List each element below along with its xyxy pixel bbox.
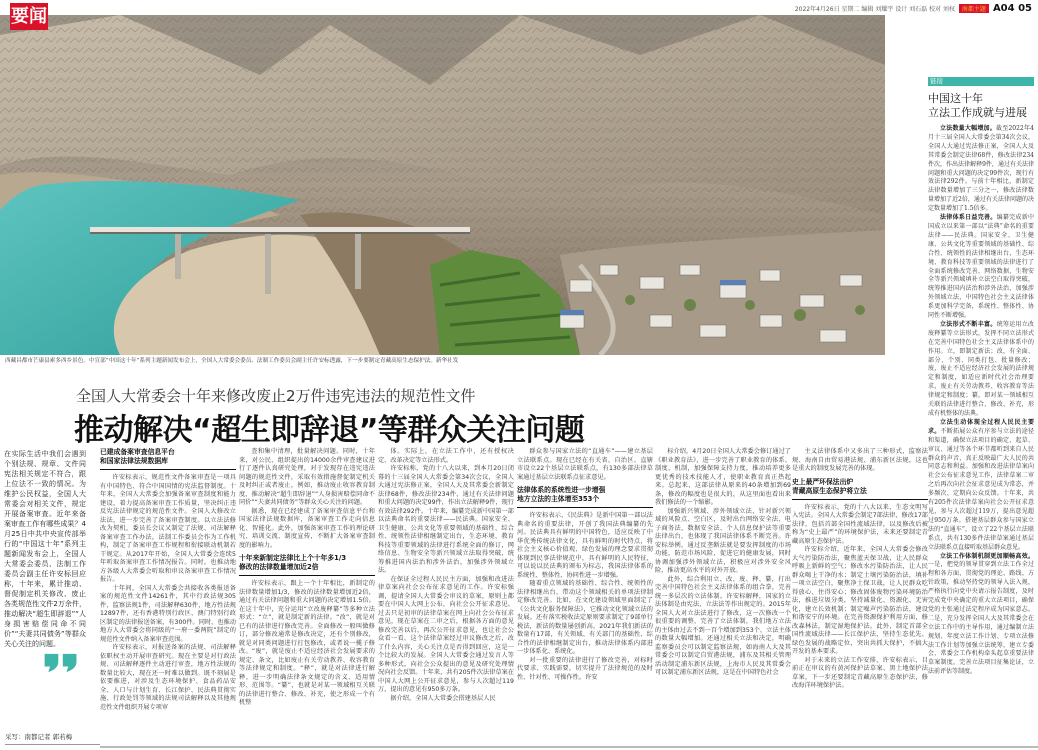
sidebar-item	[928, 321, 1034, 419]
paragraph: 体。实际上，在立法工作中，还有授权决定、改革决定等立法形式。	[378, 448, 514, 464]
paragraph: 在保证全过程人民民主方面，加强和改进法律草案向社会公布征求意见的工作。许安标强调，提请全国人大常委会审议的草案，原则上都要在中国人大网上公布，向社会公开征求意见。过去只是初审的法律草案在网上向社会公布征求意见，现在草案在二审之后，根据各方面的意见修改完善以后，再次公开征求意见，也让社会公众看一看，这个法律草案经过审议修改之后，改了什么内容，关心关注点是否得到回应，这是一个比较大的发展。全国人大常委会通过发言人等多种形式，向社会公众提出的意见及研究处理情况向社会反馈。十年来，共有205件次法律草案在中国人大网上公开征求意见，参与人次超过119万，提出的意见有950多万条。	[378, 575, 514, 693]
article-column	[100, 448, 236, 712]
sidebar-title	[928, 92, 1034, 120]
paragraph: 据悉，现在已经建成了备案审查信息平台和国家法律法规数据库，备案审查工作走向信息化、智能化。此外，加强备案审查工作的理论研究、培训交流、制度宣传，不断扩大备案审查制度的影响力。	[239, 507, 375, 549]
paragraph: 查和集中清理，批量解决问题。同时，十年来，对公民、组织提出的14000余件审查建议进行了逐件认真研究处理，对于发现存在违宪违法问题的规范性文件，采取有效措施督促制定机关及时纠正或者废止，例如，推动废止收容教育制度，推动解决“超生即辞退”“人身损害赔偿同命不同价”“夫妻共同债务”等群众关心关注的问题。	[239, 448, 375, 506]
section-subhead: 法律体系的系统性进一步增强 地方立法的主体增至353个	[517, 486, 653, 508]
paragraph: 对于未来的立法工作安排，许安标表示，目前正在审议的有黄河保护法草案、黑土地保护法草案，下一步还要制定青藏高原生态保护法，修改海洋环境保护法。	[792, 656, 928, 689]
section-subhead: 已建成备案审查信息平台 和国家法律法规数据库	[100, 448, 236, 470]
sidebar-item-text: 不断拓展公众有序参与立法的途径和渠道，确保立法项目的确定，起草、审议、通过等各个环节都听到来自人民群众的声音，真正反映最广大人民的共同意志和利益。加强和改进法律草案向社会公布征求意见工作，法律草案二审之后再次向社会征求意见成为常态，并多频次、定期向公众反馈。十年来，共有205件次法律草案向社会公开征求意见，参与人次超过119万，提出意见超过950万条。搭建基层群众参与国家立法的“直通车”，设立了22个基层立法联系点，共有130多件法律草案通过基层立法联系点直接听取基层群众意见。	[928, 427, 1034, 551]
sidebar-item-heading: 立法工作体制机制更加顺畅高效。	[940, 552, 1034, 560]
section-subhead: 史上最严环保法出炉 青藏高原生态保护将立法	[792, 478, 928, 500]
paragraph: 许安标表示，规范性文件备案审查是一项具有中国特色、符合中国国情的宪法监督制度。十年来，全国人大常委会加强备案审查制度和能力建设，着力提高备案审查工作质量，坚决纠正违反宪法法律规定的规范性文件。全国人大修改立法法，进一步完善了备案审查制度。以立法法修改为契机，委员长会议又制定了法规、司法解释备案审查工作办法，法制工作委员会作为工作机构，制定了备案审查工作规程和衔接联动机制若干规定。从2017年开始，全国人大常委会连续5年听取备案审查工作情况报告。同时，也推动地方各级人大常委会听取和审议备案审查工作情况报告。	[100, 474, 236, 583]
sidebar-item-text: 统筹运用立改废释纂等立法形式，发挥不同立法形式在完善中国特色社会主义法律体系中的作用。立，即制定新法；改，有全面、部分、个别、同类打包、批量修改；废，废止不适应经济社会发展的法律规定和制度，如适应新时代社会治理要求，废止有关劳动教养、收容教育等法律规定和制度；纂，即对某一领域相互关联的法律进行整合、修改、补充，形成有机整体的法典。	[928, 320, 1034, 417]
byline: 采写：南都记者 郭若梅	[5, 733, 73, 741]
date-editor-line: 2022年4月26日 星期二 编辑 刘耀宇 设计 刘石磊 校对 刘权	[794, 6, 955, 13]
photo-caption: 西藏昌都市芒康县索多西乡景色。中宣部“中国这十年”系列主题新闻发布会上，全国人大常委会委员、法制工作委员会副主任许安标透露，下一步要制定青藏高原生态保护法。新华社发	[5, 358, 459, 364]
paragraph: 许安标表示，跟上一个十年相比，新制定的法律数量增加1/3，修改的法律数量增加近2倍，通过有关法律问题和重大问题的决定增加1.5倍。在这十年中，充分运用“立改废释纂”等多种立法形式：“立”，就是制定新的法律。“改”，就是对已有的法律进行修改完善。全面修改一般叫做修订，部分修改通常是修改决定，还有个别修改，就是对同类问题进行打包修改，或者说一揽子修改。“废”，就是废止不适应经济社会发展要求的规定、条文，比如废止有关劳动教养、收容教育等法律规定和制度。“释”，就是对法律进行解释，进一步明确法律条文规定的含义、适用情形、范围等。“纂”，也就是对某一领域相互关联的法律进行整合、修改、补充，使之形成一个有机整	[239, 580, 375, 706]
paragraph: 许安标表示，对报送备案的法规、司法解释依职权主动开展审查研究。现在主要是对行政法规、司法解释逐件主动进行审查，地方性法规的数量比较大，现在还一时难以做到。既不刻届是依要推进，对涉及生态环境保护、食品药品安全、人口与计划生育、长江保护、民法典贯彻实施、行政处罚等领域的法规司法解释以及其他规范性文件组织开展专项审	[100, 644, 236, 711]
sidebar-item	[928, 553, 1034, 678]
sidebar-title-line: 立法工作成就与进展	[928, 106, 1027, 119]
paragraph: 对一批重要的法律进行了修改完善，对标时代要求、实践需要，切实提升了法律规范的及时性、针对性、可操作性。许安	[517, 656, 653, 681]
topic-badge: 南都主题	[959, 4, 989, 13]
sidebar-item	[928, 419, 1034, 553]
sidebar-item-text: 截至2022年4月十三届全国人大常委会第34次会议，全国人大通过宪法修正案，全国人大及其常委会制定法律68件，修改法律234件次，作出法律解释9件，通过有关法律问题和重大问题的决定99件次，现行有效法律292件。与前十年相比，新制定法律数量增加了三分之一，修改法律数量增加了近2倍，通过有关法律问题的决定数量增加了1.5倍多。	[928, 125, 1034, 213]
sidebar-item-heading: 立法生动体现全过程人民民主要求。	[928, 418, 1034, 435]
sidebar-item-heading: 立法数量大幅增加。	[940, 125, 997, 132]
divider	[5, 744, 100, 745]
section-subhead: 十年来新制定法律比上个十年多1/3 修改的法律数量增加近2倍	[239, 554, 375, 576]
paragraph: 据介绍，全国人大常委会搭建基层人民	[390, 694, 496, 702]
article-headline: 推动解决“超生即辞退”等群众关注问题	[74, 413, 585, 448]
sidebar-body	[928, 125, 1034, 677]
paragraph: 许安标表示，党的十八大以来，生态文明写入宪法。全国人大常委会制定7部法律，修改17部法律，包括首部全国性流域法律，以及修改后被称为“史上最严”的环境保护法，未来还要制定青藏高原生态保护法。	[792, 503, 928, 545]
article-kicker: 全国人大常委会十年来修改废止2万件违宪违法的规范性文件	[76, 387, 476, 405]
sidebar-tag: 链接	[928, 77, 1034, 86]
article-column	[517, 448, 653, 682]
sidebar-item-heading: 立法形式不断丰富。	[940, 320, 997, 328]
divider	[100, 746, 1038, 748]
page-number: A04 05	[992, 3, 1032, 14]
sidebar-link-box	[928, 77, 1034, 677]
paragraph: 随着重点领域的基础性、综合性、统领性的法律相继出台，带动这个领域相关的单项法律制定修改完善。比如，在文化建设领域里面制定了《公共文化服务保障法》，它推动文化领域立法的发展。还有落实税收法定原则要求制定了9部单行税法，新法的数量屡创新高，2021年我们新法的数量有17部，有关领域、有关部门的基础性、综合性的法律相继制定出台，推动法律体系内部进一步体系化、系统化。	[517, 580, 653, 655]
sidebar-item-text: 编纂完成新中国成立以来第一部以“法典”命名的重要法律——民法典。国家安全、卫生健康、公共文化等重要领域的基础性、综合性、统领性的法律相继出台，生态环境、教育科技等重要领域的法律进行了全面系统修改完善，网络数据、生物安全等新兴领域填补立法空白取得突破，统筹推进国内法治和涉外法治，加强涉外领域立法，中国特色社会主义法律体系更加科学完备，系统性、整体性、协同性不断增强。	[928, 214, 1034, 320]
article-column	[378, 448, 514, 703]
sidebar-item	[928, 125, 1034, 214]
paragraph: 许安标表示，《民法典》是新中国第一部以法典命名的重要法律，开创了我国法典编纂的先河。民法典具有鲜明的中国特色，适应反映了中华优秀传统法律文化，具有鲜明的时代特点，将社会主义核心价值观、绿色发展的理念要求贯彻体现到民事法律规范中，具有鲜明的人民特征，可以说以民法典的颁布为标志，我国法律体系的系统性、整体性、协同性进一步增强。	[517, 512, 653, 579]
article-column	[655, 448, 791, 678]
sidebar-item-text: 一是，把党的领导贯穿到立法工作全过程和各方面，贯彻党的理论、路线、方针政策，推动坚持党的领导入法入规，严格执行向党中央请示报告制度，及时完成党中央确定的重大立法项目，确保党的主张通过法定程序成为国家意志。二是，充分发挥全国人大及其常委会在立法工作中的主导作用，通过编制立法规划、年度立法工作计划、专项立法修法工作计划等加强立法统筹，建立专委会、常委会工作机构牵头起草重要法律草案制度，完善立法项目征集论证，立法前评估等制度。	[928, 561, 1034, 676]
article-lead: 在实际生活中我们会遇到个别法规、规章、文件同宪法相关规定不符合，跟上位法不一致的情况。为维护公民权益，全国人大常委会对相关文件，规定开展备案审查。近年来备案审查工作有哪些成果？4月25日中共中央宣传部举行的“中国这十年”系列主题新闻发布会上，全国人大常委会委员、法制工作委员会副主任许安标回应称，十年来，累计推动、督促制定机关修改、废止各类规范性文件2万余件，推动解决“超生即辞退”“人身损害赔偿同命不同价”“夫妻共同债务”等群众关心关注的问题。	[4, 450, 86, 648]
section-tag: 要闻	[10, 3, 48, 30]
paragraph: 许安标称，党的十八大以来，到本月20日闭幕的十三届全国人大常委会第34次会议，全国人大通过宪法修正案，全国人大及其常委会新制定法律68件，修改法律234件，通过有关法律问题和重大问题的决定99件，作出立法解释9件，现行有效法律292件。十年来，编纂完成新中国第一部以法典命名的重要法律——民法典。国家安全、卫生健康、公共文化等重要领域的基础性、综合性、统领性法律相继制定出台，生态环境、教育科技等重要领域的法律进行系统全面的修订，网络信息、生物安全等新兴领域立法取得突破，统筹推进国内法治和涉外法治，加强涉外领域立法。	[378, 465, 514, 574]
article-column	[792, 448, 928, 691]
lead-block	[4, 449, 86, 672]
paragraph: 十年间，全国人大常委会共接收各类报送备案的规范性文件14261件，其中行政法规305件，监察法规1件，司法解释630件，地方性法规12897件，还有香港特别行政区、澳门特别行政区制定的法律报送备案，有300件。同时，也推动地方人大常委会将同级的“一府一委两院”制定的规范性文件纳入备案审查范围。	[100, 584, 236, 643]
paragraph: 此外，综合利用立、改、废、释、纂，打出完善中国特色社会主义法律体系的组合拳，完善统一多层次的立法体制。许安标解释，国家的立法体制是由宪法、立法法等作出规定的。2015年全国人大对立法法进行了修改，这一次修改一个很重要的调整，完善了立法体制，我们地方立法的主体由过去不到一百个增加到353个，立法主体的数量大幅增加。还通过相关立法和决定，明确监察委员会可以制定监察法规，如海南人大及其常委会可以制定自贸港法规，浦东及其相关管理活动制定浦东新区法规，上海市人民及其常委会可以制定浦东新区法规，这是在中国特色社会	[655, 575, 791, 676]
paragraph: 标介绍，4月20日全国人大常委会修订通过了《职业教育法》，进一步完善了职业教育的体系、制度、机制，加强保障支持力度，推动培养更多更优秀的技术技能人才，使职业教育真正热起来。总起来，这部法律从原来的40条增加到69条，修改的幅度也是很大的，从这里面也看出来我们修法的一个缩影。	[655, 448, 791, 506]
paragraph: 许安标介绍，近年来，全国人大常委会修改大气污染防治法，聚焦蓝天保卫战，让人民群众呼吸上新鲜的空气；修改水污染防治法，让人民群众喝上干净的水；制定土壤污染防治法，填补一项立法空白，聚焦净土保卫战，让人民群众吃得放心、住得安心；修改固体废物污染环境防治法，推进垃圾分类，坚持减量化、资源化、无害化，建立长效机制；制定噪声污染防治法，建设和谐安宁的环境。在完善资源保护利用方面，修改森林法，制定湿地保护法。此外，制定首部全国性流域法律——长江保护法，坚持生态优先、绿色发展的战略定位，突出共抓大保护，不搞大开发的基本要求。	[792, 546, 928, 655]
paragraph: 群众参与国家立法的“直通车”——建立基层立法联系点。现在已经在有关省、自治区、直辖市设立22个基层立法联系点，有130多部法律草案通过基层立法联系点征求意见。	[517, 448, 653, 481]
paragraph: 加强新兴领域、涉外领域立法，针对新兴领域的风险点、空白区，及时出台网络安全法、电子商务法、数据安全法、个人信息保护法等重要法律出台，也体现了我国法律体系不断完善。许安标举例，通过反垄断法就是要发挥制度的市场功能，防范市场风险，促进它的健康发展，同时协调加强涉外领域立法，积极应对涉外安全风险，推动更高水平的对外开放。	[655, 507, 791, 574]
quote-mark-icon	[42, 652, 80, 672]
sidebar-item	[928, 214, 1034, 321]
news-photo	[0, 15, 885, 355]
article-column	[239, 448, 375, 708]
page-header-info	[795, 3, 1032, 14]
sidebar-title-line: 中国这十年	[928, 92, 983, 105]
sidebar-item-heading: 法律体系日益完善。	[940, 214, 997, 222]
paragraph: 主义法律体系中又多出了三种形式，监察法规、海南自由贸易港法规、浦东新区法规，这也是重大的制度发展完善的体现。	[792, 448, 928, 472]
